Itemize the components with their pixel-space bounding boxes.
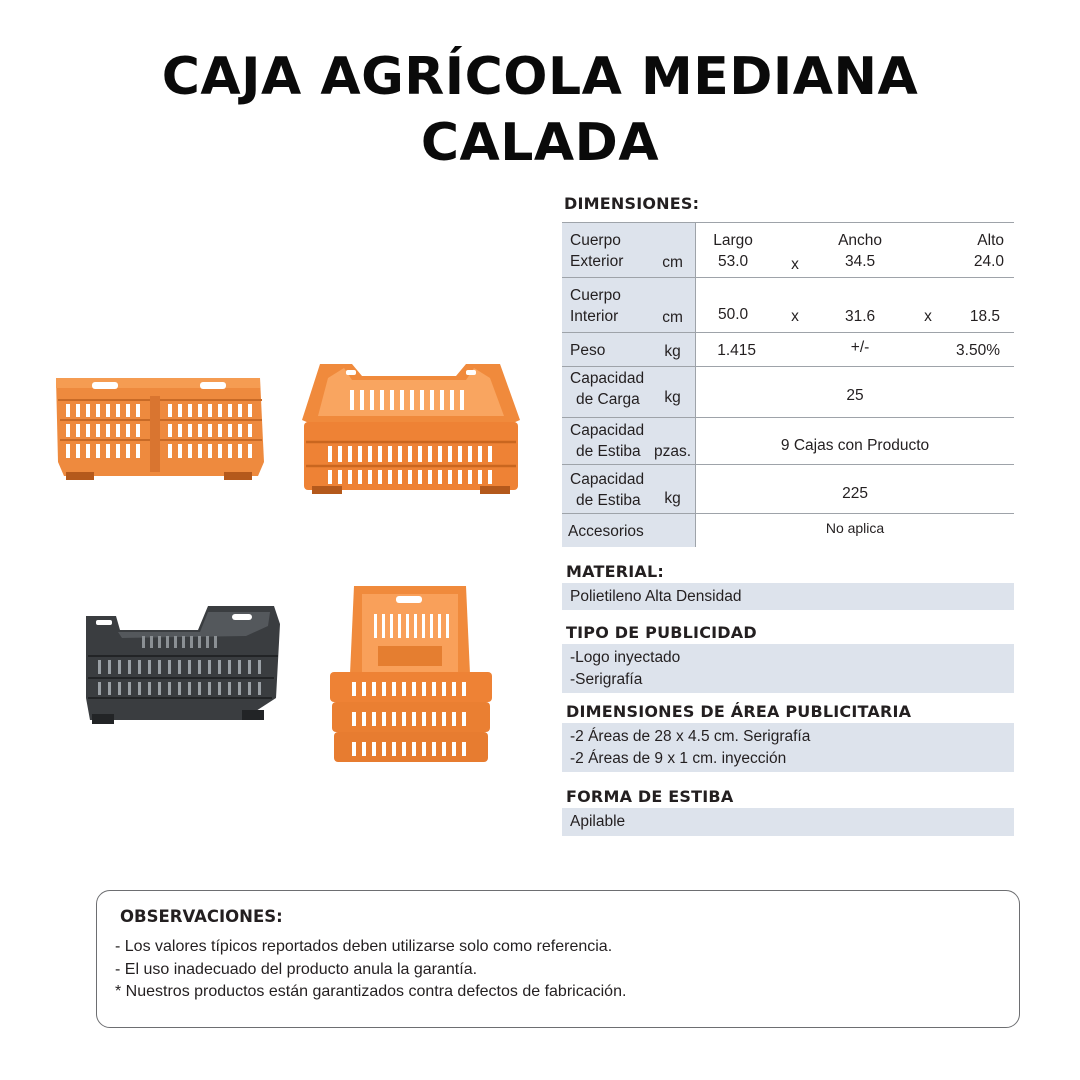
observations-heading: OBSERVACIONES: — [120, 907, 283, 926]
exterior-alto: 24.0 — [973, 253, 1004, 270]
product-photos — [40, 350, 540, 780]
carga-unit: kg — [650, 367, 695, 418]
spec-panel — [562, 192, 1014, 836]
estiba-kg-unit: kg — [650, 465, 695, 514]
advertising-type-section — [562, 622, 1014, 693]
interior-alto: 18.5 — [969, 308, 1000, 325]
observation-line-2: - El uso inadecuado del producto anula la garantía. — [115, 960, 478, 978]
exterior-values — [696, 223, 1014, 278]
dimensions-table — [562, 222, 1014, 547]
estiba-pzas-label: Capacidad de Estiba — [562, 418, 650, 465]
title-line-1: CAJA AGRÍCOLA MEDIANA — [161, 47, 919, 107]
advertising-area-value: -2 Áreas de 28 x 4.5 cm. Serigrafía -2 Áreas de 9 x 1 cm. inyección — [562, 723, 1014, 772]
black-crate-angle-view — [82, 602, 282, 728]
table-row — [562, 514, 1014, 547]
largo-header: Largo — [713, 232, 753, 249]
interior-values — [696, 278, 1014, 333]
observations-box — [96, 890, 1020, 1028]
interior-ancho: 31.6 — [844, 308, 876, 325]
table-row — [562, 418, 1014, 465]
advertising-type-heading: TIPO DE PUBLICIDAD — [566, 623, 757, 642]
peso-value: 1.415 — [717, 342, 757, 359]
peso-label: Peso — [562, 333, 650, 367]
stacking-value: Apilable — [562, 808, 1014, 836]
advertising-type-value: -Logo inyectado -Serigrafía — [562, 644, 1014, 693]
exterior-ancho: 34.5 — [844, 253, 876, 270]
orange-crate-side-view — [52, 372, 266, 488]
advertising-area-section — [562, 701, 1014, 772]
table-row — [562, 333, 1014, 367]
accesorios-value: No aplica — [825, 520, 885, 536]
carga-label: Capacidad de Carga — [562, 367, 650, 418]
estiba-kg-value: 225 — [696, 465, 1014, 514]
orange-crate-front-view — [298, 360, 524, 498]
title-line-2: CALADA — [420, 113, 660, 173]
observation-line-1: - Los valores típicos reportados deben utilizarse solo como referencia. — [115, 938, 613, 955]
table-row — [562, 465, 1014, 514]
estiba-kg-label: Capacidad de Estiba — [562, 465, 650, 514]
orange-crates-stacked-view — [328, 584, 494, 766]
ancho-header: Ancho — [838, 232, 883, 249]
table-row — [562, 223, 1014, 278]
advertising-area-heading: DIMENSIONES DE ÁREA PUBLICITARIA — [566, 702, 912, 721]
table-row — [562, 278, 1014, 333]
peso-tolerance: 3.50% — [956, 342, 1000, 359]
exterior-largo: 53.0 — [717, 253, 749, 270]
material-section — [562, 561, 1014, 611]
times-sign: x — [791, 256, 799, 273]
exterior-unit: cm — [650, 223, 695, 278]
stacking-section — [562, 786, 1014, 836]
times-sign: x — [791, 308, 799, 325]
interior-label: Cuerpo Interior — [562, 278, 650, 333]
material-value: Polietileno Alta Densidad — [562, 583, 1014, 611]
estiba-pzas-unit: pzas. — [650, 418, 695, 465]
material-heading: MATERIAL: — [566, 561, 664, 581]
peso-tolerance-sign: +/- — [850, 339, 870, 356]
estiba-pzas-value: 9 Cajas con Producto — [696, 418, 1014, 465]
accesorios-label: Accesorios — [562, 514, 650, 547]
page-title — [0, 44, 1080, 176]
table-row — [562, 367, 1014, 418]
alto-header: Alto — [977, 232, 1004, 249]
times-sign: x — [924, 308, 932, 325]
observation-line-3: * Nuestros productos están garantizados contra defectos de fabricación. — [115, 983, 627, 1000]
stacking-heading: FORMA DE ESTIBA — [566, 787, 734, 806]
dimensions-heading: DIMENSIONES: — [564, 194, 700, 213]
carga-value: 25 — [696, 367, 1014, 418]
interior-largo: 50.0 — [717, 306, 749, 323]
interior-unit: cm — [650, 278, 695, 333]
exterior-label: Cuerpo Exterior — [562, 223, 650, 278]
peso-values — [696, 333, 1014, 367]
peso-unit: kg — [650, 333, 695, 367]
